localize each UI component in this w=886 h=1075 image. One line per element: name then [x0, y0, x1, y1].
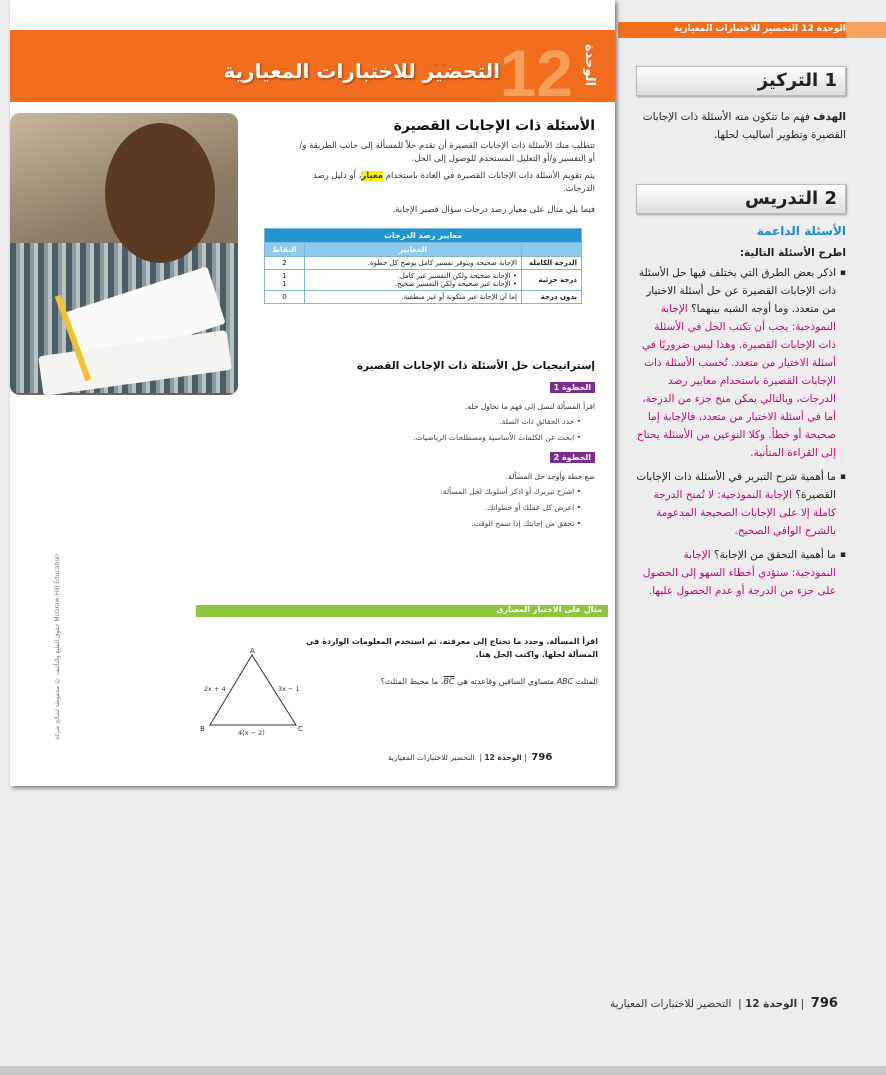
step-2-list [281, 484, 581, 532]
list-item: • اعرض كل عملك أو خطواتك. [281, 500, 581, 516]
intro-paragraph-1: تتطلب منك الأسئلة ذات الإجابات القصيرة أن تقدم حلاً للمسألة إلى جانب الطريقة و/أو التفسير و/أو التعليل المستخدم للوصول إلى الحل. [299, 141, 595, 164]
table-row: بدون درجة إما أن الإجابة غير متكونة أو غير منطقية. 0 [265, 291, 582, 304]
step-1-text: اقرأ المسألة لتصل إلى فهم ما تحاول حله. [464, 402, 595, 411]
table-row: الدرجة الكاملة الإجابة صحيحة ويتوفر تفسير كامل يوضح كل خطوة. 2 [265, 257, 582, 270]
question-3: ▪ ما أهمية التحقق من الإجابة؟ الإجابة النموذجية: ستؤدي أخطاء السهو إلى الحصول على جزء من الدرجة أو عدم الحصول عليها. [636, 546, 846, 600]
copyright-credit: حقوق الطبع والتأليف © محفوظة لصالح شركة McGraw-Hill Education [54, 554, 61, 740]
rubric-col-points: النقاط [265, 243, 305, 257]
section-title: الأسئلة ذات الإجابات القصيرة [393, 118, 595, 134]
page-number: 796 [531, 752, 553, 763]
step-2-text: ضع خطة وأوجد حل المسألة. [505, 472, 595, 481]
sidebar-header-bar: الوحدة 12 التحضير للاختبارات المعيارية [618, 22, 886, 38]
list-item: • اشرح تبريرك أو اذكر أسلوبك لحل المسألة. [281, 484, 581, 500]
list-item: • ابحث عن الكلمات الأساسية ومصطلحات الرياضيات. [281, 430, 581, 446]
sidebar-footer: 796 | الوحدة 12 | التحضير للاختبارات المعيارية [610, 996, 838, 1011]
question-list [636, 264, 846, 600]
intro-paragraph-3: فيما يلي مثال على معيار رصد درجات سؤال قصير الإجابة. [392, 205, 595, 215]
rubric-table [264, 228, 582, 304]
example-instruction: اقرأ المسألة. وحدد ما تحتاج إلى معرفته. ثم استخدم المعلومات الواردة في المسألة لحلها. واكتب الحل هنا. [306, 637, 598, 659]
banner-number: 12 [499, 36, 573, 102]
page-number: 796 [810, 996, 838, 1011]
example-heading: مثال على الاختبار المعياري [496, 605, 602, 614]
goal-label: الهدف [813, 111, 846, 123]
intro-paragraph-2: يتم تقويم الأسئلة ذات الإجابات القصيرة في العادة باستخدام معيار، أو دليل رصد الدرجات. [312, 171, 595, 194]
answer-2: الإجابة النموذجية: لا تُمنح الدرجة كاملة إلا على الإجابات الصحيحة المدعومة بالشرح الوافي الصحيح. [653, 489, 836, 537]
side-bc-label: 4(x − 2) [238, 729, 265, 737]
answer-1: الإجابة النموذجية: يجب أن تكتب الحل في الأسئلة ذات الإجابات القصيرة. وهذا ليس ضروريًا في أسئلة الاختيار من متعدد. تُحسب الأسئلة ذات الإجابات القصيرة باستخدام معايير رصد الدرجات، وبالتالي يمكن منح جزء من الدرجة، أما في أسئلة الاختيار من متعدد، فالإجابة إما صحيحة أو خطأ. وكلا النوعين من الأسئلة يحتاج إلى القراءة المتأنية. [636, 303, 836, 459]
list-item: • حدد الحقائق ذات الصلة. [281, 414, 581, 430]
chapter-banner [10, 30, 615, 102]
highlight-term: معيار [361, 171, 383, 181]
vertex-c: C [298, 725, 303, 733]
goal-text: فهم ما تتكون منه الأسئلة ذات الإجابات القصيرة وتطوير أساليب لحلها. [642, 111, 846, 141]
answer-3: الإجابة النموذجية: ستؤدي أخطاء السهو إلى الحصول على جزء من الدرجة أو عدم الحصول عليها. [642, 549, 836, 597]
rubric-caption: معايير رصد الدرجات [265, 229, 582, 243]
step-2-badge: الخطوة 2 [550, 452, 595, 463]
side-ac-label: 3x − 1 [278, 685, 300, 693]
question-2: ▪ ما أهمية شرح التبرير في الأسئلة ذات الإجابات القصيرة؟ الإجابة النموذجية: لا تُمنح الدرجة كاملة إلا على الإجابات الصحيحة المدعومة بالشرح الوافي الصحيح. [636, 468, 846, 540]
student-photo [10, 113, 238, 395]
strategies-title: إستراتيجيات حل الأسئلة ذات الإجابات القصيرة [356, 360, 595, 372]
focus-goal [636, 108, 846, 144]
supporting-questions-heading: الأسئلة الداعمة [756, 224, 846, 238]
vertex-b: B [200, 725, 205, 733]
step-1-list [281, 414, 581, 446]
table-row: درجة جزئية • الإجابة صحيحة ولكن التفسير غير كامل. • الإجابة غير صحيحة ولكن التفسير صحيح. 1 1 [265, 270, 582, 291]
bottom-edge [0, 1066, 886, 1075]
banner-title: التحضير للاختبارات المعيارية [223, 59, 500, 83]
banner-vertical-label: الوحدة [582, 44, 597, 87]
step-1-badge: الخطوة 1 [550, 382, 595, 393]
isosceles-triangle-figure [196, 643, 316, 737]
vertex-a: A [250, 647, 255, 655]
example-question: المثلث ABC متساوي الساقين وقاعدته هي BC، ما محيط المثلث؟ [380, 677, 598, 686]
example-box [196, 605, 608, 737]
list-item: • تحقق من إجابتك إذا سمح الوقت. [281, 516, 581, 532]
rubric-col-criteria: المعايير [305, 243, 522, 257]
page-footer: 796 | الوحدة 12 | التحضير للاختبارات المعيارية [388, 752, 553, 763]
question-1: ▪ اذكر بعض الطرق التي يختلف فيها حل الأسئلة ذات الإجابات القصيرة عن حل أسئلة الاختيار من متعدد. وما أوجه الشبه بينهما؟ الإجابة النموذجية: يجب أن تكتب الحل في الأسئلة ذات الإجابات القصيرة. وهذا ليس ضروريًا في أسئلة الاختيار من متعدد. تُحسب الأسئلة ذات الإجابات القصيرة باستخدام معايير رصد الدرجات، وبالتالي يمكن منح جزء من الدرجة، أما في أسئلة الاختيار من متعدد، فالإجابة إما صحيحة أو خطأ. وكلا النوعين من الأسئلة يحتاج إلى القراءة المتأنية. [636, 264, 846, 462]
teach-heading: 2 التدريس [636, 184, 846, 214]
ask-label: اطرح الأسئلة التالية: [739, 247, 846, 259]
side-ab-label: 2x + 4 [204, 685, 226, 693]
focus-heading: 1 التركيز [636, 66, 846, 96]
